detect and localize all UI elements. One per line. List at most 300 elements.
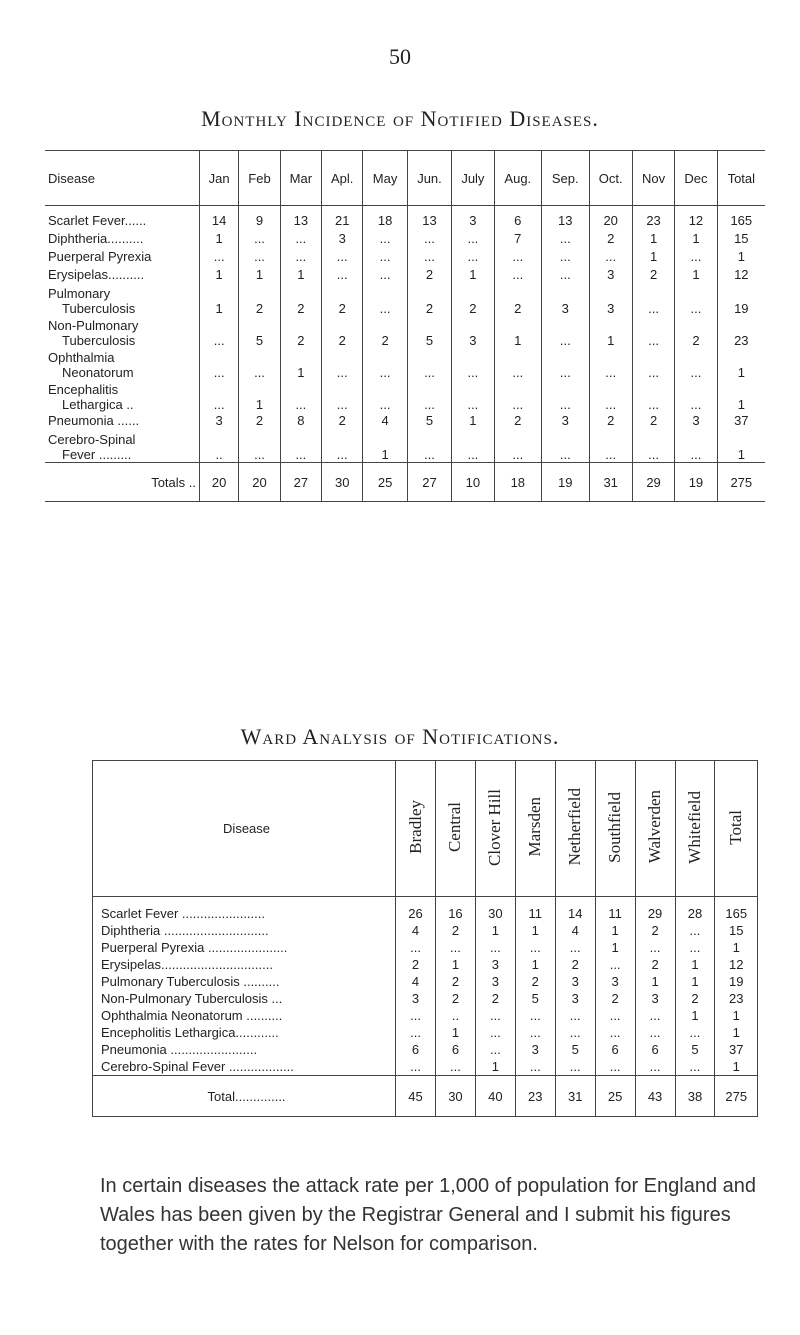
table-cell: ... [407, 348, 451, 380]
table-cell: 2 [280, 316, 321, 348]
table-cell: 6 [635, 1041, 675, 1058]
table-cell: 23 [715, 990, 758, 1007]
table-row [45, 348, 765, 380]
table-cell: 4 [396, 973, 436, 990]
table-cell: 2 [635, 922, 675, 939]
table-cell: 2 [494, 284, 541, 316]
table-cell: ... [555, 1024, 595, 1041]
total-cell: 29 [632, 463, 674, 502]
table-cell: 1 [475, 1058, 515, 1076]
disease-label-line: Pneumonia ...... [48, 413, 140, 428]
table-row [93, 897, 758, 923]
table-cell: 18 [363, 206, 407, 231]
table-cell: ... [363, 380, 407, 412]
table-cell: ... [635, 939, 675, 956]
table-cell: 1 [515, 956, 555, 973]
table-cell: 1 [675, 230, 717, 248]
column-header-nov: Nov [632, 151, 674, 206]
table-cell: 20 [589, 206, 632, 231]
table-cell: ... [199, 316, 238, 348]
disease-label [45, 206, 199, 231]
column-header-disease: Disease [45, 151, 199, 206]
table-cell: 1 [717, 248, 765, 266]
table-cell: 1 [280, 348, 321, 380]
table-cell: 1 [675, 266, 717, 284]
total-cell: 30 [322, 463, 363, 502]
table-cell: 13 [542, 206, 589, 231]
table-cell: 2 [589, 230, 632, 248]
table-cell: 1 [632, 248, 674, 266]
table-cell: ... [632, 284, 674, 316]
table-cell: ... [199, 380, 238, 412]
disease-label-line: Neonatorum [62, 365, 134, 380]
table-cell: 2 [396, 956, 436, 973]
disease-label: Pulmonary Tuberculosis .......... [93, 973, 396, 990]
disease-label-line: Ophthalmia [48, 350, 115, 365]
total-cell: 23 [515, 1076, 555, 1117]
total-cell: 25 [363, 463, 407, 502]
table-cell: 3 [635, 990, 675, 1007]
table-cell: ... [675, 348, 717, 380]
table-cell: ... [515, 1007, 555, 1024]
column-header-central [435, 761, 475, 897]
column-header-total: Total [717, 151, 765, 206]
table-row [45, 430, 765, 463]
table-cell: ... [475, 1007, 515, 1024]
table-cell: 7 [494, 230, 541, 248]
table-cell: 11 [515, 897, 555, 923]
table-cell: 1 [675, 1007, 715, 1024]
table-cell: ... [396, 1058, 436, 1076]
table-cell: ... [452, 430, 494, 463]
column-header-text: Whitefield [684, 790, 704, 864]
table-cell: .. [199, 430, 238, 463]
table-cell: 1 [632, 230, 674, 248]
table-cell: ... [542, 348, 589, 380]
disease-label [45, 430, 199, 463]
table-cell: 5 [675, 1041, 715, 1058]
table-cell: 11 [595, 897, 635, 923]
table-cell: 2 [239, 412, 280, 430]
disease-label [45, 230, 199, 248]
table-cell: 1 [635, 973, 675, 990]
table-cell: 4 [363, 412, 407, 430]
table-cell: 3 [475, 973, 515, 990]
table-row [45, 380, 765, 412]
column-header-feb: Feb [239, 151, 280, 206]
table-cell: ... [239, 248, 280, 266]
total-cell: 40 [475, 1076, 515, 1117]
column-header-apl: Apl. [322, 151, 363, 206]
comparison-paragraph: In certain diseases the attack rate per 1,000 of population for England and Wales has been given by the Registrar General and I submit his figures together with the rates for Nelson for comparison. [100, 1175, 756, 1255]
table-cell: 4 [396, 922, 436, 939]
ward-analysis-table [92, 760, 758, 1117]
disease-label-line: Puerperal Pyrexia [48, 249, 152, 264]
disease-label-line: Tuberculosis [62, 333, 136, 348]
table-cell: ... [542, 316, 589, 348]
table-cell: 2 [635, 956, 675, 973]
disease-label: Encepholitis Lethargica............ [93, 1024, 396, 1041]
table-cell: 2 [515, 973, 555, 990]
table-cell: 2 [555, 956, 595, 973]
table-cell: ... [435, 1058, 475, 1076]
table-cell: 19 [715, 973, 758, 990]
table-cell: 1 [239, 266, 280, 284]
table-cell: 2 [239, 284, 280, 316]
table-cell: 3 [396, 990, 436, 1007]
table-cell: 13 [280, 206, 321, 231]
total-cell: 27 [407, 463, 451, 502]
table-cell: 12 [715, 956, 758, 973]
table-cell: 1 [475, 922, 515, 939]
total-cell: 27 [280, 463, 321, 502]
table-cell: 2 [322, 284, 363, 316]
table-cell: ... [396, 939, 436, 956]
disease-label-line: Lethargica .. [62, 397, 134, 412]
disease-label: Ophthalmia Neonatorum .......... [93, 1007, 396, 1024]
column-header-cloverhill [475, 761, 515, 897]
totals-label: Totals .. [45, 463, 199, 502]
table-cell: ... [322, 348, 363, 380]
table-cell: ... [589, 380, 632, 412]
table-cell: ... [515, 1058, 555, 1076]
table-cell: 37 [715, 1041, 758, 1058]
column-header-aug: Aug. [494, 151, 541, 206]
table-cell: 2 [589, 412, 632, 430]
table-cell: 1 [199, 230, 238, 248]
table-cell: 1 [675, 973, 715, 990]
table-cell: ... [675, 430, 717, 463]
table-cell: ... [494, 380, 541, 412]
total-cell: 275 [717, 463, 765, 502]
table-cell: 3 [452, 206, 494, 231]
table-cell: ... [632, 316, 674, 348]
table-row [93, 922, 758, 939]
table-cell: ... [280, 230, 321, 248]
column-header-dec: Dec [675, 151, 717, 206]
total-cell: 20 [199, 463, 238, 502]
table-cell: 2 [322, 316, 363, 348]
table-cell: ... [363, 284, 407, 316]
disease-label: Erysipelas............................... [93, 956, 396, 973]
table-cell: 8 [280, 412, 321, 430]
table-cell: ... [363, 230, 407, 248]
disease-label-line: Tuberculosis [62, 301, 136, 316]
table-cell: 5 [555, 1041, 595, 1058]
table-cell: 2 [407, 266, 451, 284]
table-cell: 2 [475, 990, 515, 1007]
column-header-southfield [595, 761, 635, 897]
table-cell: ... [199, 248, 238, 266]
table-cell: ... [435, 939, 475, 956]
table-cell: ... [363, 266, 407, 284]
column-header-disease: Disease [93, 761, 396, 897]
total-cell: 25 [595, 1076, 635, 1117]
table-cell: ... [675, 248, 717, 266]
table-cell: ... [675, 380, 717, 412]
table-cell: ... [239, 348, 280, 380]
column-header-mar: Mar [280, 151, 321, 206]
table-cell: 2 [322, 412, 363, 430]
total-cell: 10 [452, 463, 494, 502]
table-row [93, 1007, 758, 1024]
column-header-text: Marsden [525, 797, 545, 857]
table-cell: 3 [199, 412, 238, 430]
table-cell: ... [595, 1007, 635, 1024]
table-cell: 2 [675, 990, 715, 1007]
table-cell: 1 [675, 956, 715, 973]
table-cell: 1 [715, 1058, 758, 1076]
column-header-text: Central [445, 801, 465, 853]
table-cell: 6 [494, 206, 541, 231]
table-cell: 3 [542, 412, 589, 430]
disease-label-line: Erysipelas.......... [48, 267, 145, 282]
table-cell: 9 [239, 206, 280, 231]
disease-label-line: Encephalitis [48, 382, 119, 397]
table-cell: 1 [589, 316, 632, 348]
table-cell: ... [407, 380, 451, 412]
table-cell: 3 [542, 284, 589, 316]
total-cell: 20 [239, 463, 280, 502]
table-cell: ... [632, 430, 674, 463]
disease-label-line: Scarlet Fever...... [48, 213, 147, 228]
table-cell: ... [542, 248, 589, 266]
table-cell: 28 [675, 897, 715, 923]
table-row [45, 206, 765, 231]
table-cell: ... [280, 248, 321, 266]
table-row [93, 1058, 758, 1076]
table-cell: 14 [199, 206, 238, 231]
table-cell: 1 [717, 348, 765, 380]
table-cell: 1 [435, 956, 475, 973]
total-cell: 38 [675, 1076, 715, 1117]
table-cell: 3 [555, 990, 595, 1007]
column-header-whitefield [675, 761, 715, 897]
total-cell: 19 [542, 463, 589, 502]
totals-label: Total.............. [93, 1076, 396, 1117]
table-cell: 6 [595, 1041, 635, 1058]
disease-label [45, 284, 199, 316]
table-cell: ... [589, 430, 632, 463]
table-cell: ... [452, 248, 494, 266]
disease-label-line: Pulmonary [48, 286, 111, 301]
total-cell: 275 [715, 1076, 758, 1117]
table-cell: ... [675, 922, 715, 939]
table-cell: ... [322, 248, 363, 266]
table-cell: ... [595, 1058, 635, 1076]
table-cell: 2 [435, 990, 475, 1007]
table-cell: 30 [475, 897, 515, 923]
disease-label-line: Non-Pulmonary [48, 318, 139, 333]
disease-label [45, 380, 199, 412]
table-cell: 13 [407, 206, 451, 231]
table-cell: ... [542, 430, 589, 463]
table-cell: ... [542, 266, 589, 284]
table-row [45, 316, 765, 348]
table-cell: ... [239, 230, 280, 248]
table-cell: ... [475, 1024, 515, 1041]
table-cell: 165 [717, 206, 765, 231]
disease-label: Diphtheria ............................. [93, 922, 396, 939]
table-cell: ... [589, 248, 632, 266]
table-cell: ... [407, 430, 451, 463]
total-cell: 30 [435, 1076, 475, 1117]
table-cell: ... [396, 1024, 436, 1041]
table-cell: ... [675, 939, 715, 956]
table-cell: 12 [717, 266, 765, 284]
monthly-incidence-table [45, 150, 765, 502]
table-cell: 29 [635, 897, 675, 923]
table-cell: 2 [407, 284, 451, 316]
total-cell: 43 [635, 1076, 675, 1117]
table-cell: 3 [475, 956, 515, 973]
column-header-text: Walverden [645, 790, 665, 864]
table-row [45, 284, 765, 316]
total-cell: 45 [396, 1076, 436, 1117]
table-cell: ... [475, 939, 515, 956]
disease-label: Scarlet Fever ....................... [93, 897, 396, 923]
table-cell: 1 [363, 430, 407, 463]
table-cell: 6 [435, 1041, 475, 1058]
table-cell: 1 [435, 1024, 475, 1041]
disease-label [45, 412, 199, 430]
table-cell: ... [632, 380, 674, 412]
table-row [45, 248, 765, 266]
table-row [45, 412, 765, 430]
table-cell: 15 [717, 230, 765, 248]
table-cell: 23 [632, 206, 674, 231]
table-cell: 1 [280, 266, 321, 284]
table-cell: 5 [407, 412, 451, 430]
table-cell: 5 [239, 316, 280, 348]
disease-label [45, 266, 199, 284]
column-header-total [715, 761, 758, 897]
table-cell: ... [675, 284, 717, 316]
ward-table-title: Ward Analysis of Notifications. [240, 724, 560, 749]
column-header-text: Clover Hill [485, 788, 505, 866]
table-cell: ... [542, 380, 589, 412]
table-cell: 1 [595, 939, 635, 956]
table-cell: ... [396, 1007, 436, 1024]
table-cell: ... [542, 230, 589, 248]
table-cell: ... [199, 348, 238, 380]
table-cell: 2 [632, 266, 674, 284]
table-cell: 15 [715, 922, 758, 939]
table-cell: 1 [715, 1024, 758, 1041]
table-cell: ... [515, 939, 555, 956]
total-cell: 31 [555, 1076, 595, 1117]
table-cell: 3 [589, 266, 632, 284]
table-cell: 2 [363, 316, 407, 348]
disease-label-line: Diphtheria.......... [48, 231, 144, 246]
table-cell: 165 [715, 897, 758, 923]
table-cell: 3 [589, 284, 632, 316]
table-cell: ... [494, 248, 541, 266]
column-header-text: Total [726, 809, 746, 845]
table-cell: 2 [595, 990, 635, 1007]
column-header-oct: Oct. [589, 151, 632, 206]
table-cell: 2 [675, 316, 717, 348]
table-row [93, 956, 758, 973]
table-cell: 1 [717, 380, 765, 412]
table-row [93, 1041, 758, 1058]
table-cell: 1 [199, 266, 238, 284]
table-cell: 3 [452, 316, 494, 348]
table-cell: 1 [595, 922, 635, 939]
disease-label-line: Cerebro-Spinal [48, 432, 136, 447]
table-cell: 1 [239, 380, 280, 412]
table-cell: ... [635, 1007, 675, 1024]
table-row [45, 230, 765, 248]
table-cell: 1 [515, 922, 555, 939]
table-row [93, 973, 758, 990]
total-cell: 18 [494, 463, 541, 502]
table-cell: 3 [555, 973, 595, 990]
disease-label: Pneumonia ........................ [93, 1041, 396, 1058]
table-cell: 6 [396, 1041, 436, 1058]
table-cell: ... [595, 1024, 635, 1041]
table-cell: ... [363, 348, 407, 380]
table-cell: 3 [675, 412, 717, 430]
disease-label [45, 316, 199, 348]
column-header-sep: Sep. [542, 151, 589, 206]
table-cell: ... [407, 248, 451, 266]
table-cell: 21 [322, 206, 363, 231]
table-cell: 1 [715, 939, 758, 956]
table-cell: 2 [632, 412, 674, 430]
table-cell: ... [675, 1024, 715, 1041]
column-header-marsden [515, 761, 555, 897]
table-cell: ... [280, 380, 321, 412]
table-cell: 26 [396, 897, 436, 923]
page-number: 50 [389, 44, 411, 69]
table-cell: 3 [595, 973, 635, 990]
table-cell: 19 [717, 284, 765, 316]
table-cell: 2 [435, 973, 475, 990]
table-cell: ... [322, 266, 363, 284]
table-cell: ... [452, 348, 494, 380]
table-cell: ... [452, 230, 494, 248]
table-row [93, 990, 758, 1007]
table-cell: ... [589, 348, 632, 380]
table-cell: ... [635, 1024, 675, 1041]
table-row [93, 939, 758, 956]
column-header-jun: Jun. [407, 151, 451, 206]
table-cell: ... [675, 1058, 715, 1076]
column-header-text: Bradley [405, 800, 425, 854]
table-cell: .. [435, 1007, 475, 1024]
table-cell: 1 [715, 1007, 758, 1024]
table-cell: 1 [494, 316, 541, 348]
table-cell: 1 [452, 266, 494, 284]
table-cell: 2 [280, 284, 321, 316]
table-cell: ... [595, 956, 635, 973]
table-cell: 1 [452, 412, 494, 430]
table-cell: 3 [322, 230, 363, 248]
column-header-text: Netherfield [565, 788, 585, 866]
table-cell: 2 [494, 412, 541, 430]
table-cell: 5 [515, 990, 555, 1007]
table-cell: ... [322, 430, 363, 463]
table-cell: 1 [717, 430, 765, 463]
table-cell: 1 [199, 284, 238, 316]
column-header-netherfield [555, 761, 595, 897]
table-cell: ... [475, 1041, 515, 1058]
disease-label: Puerperal Pyrexia ...................... [93, 939, 396, 956]
table-cell: 12 [675, 206, 717, 231]
table-cell: ... [407, 230, 451, 248]
column-header-jan: Jan [199, 151, 238, 206]
